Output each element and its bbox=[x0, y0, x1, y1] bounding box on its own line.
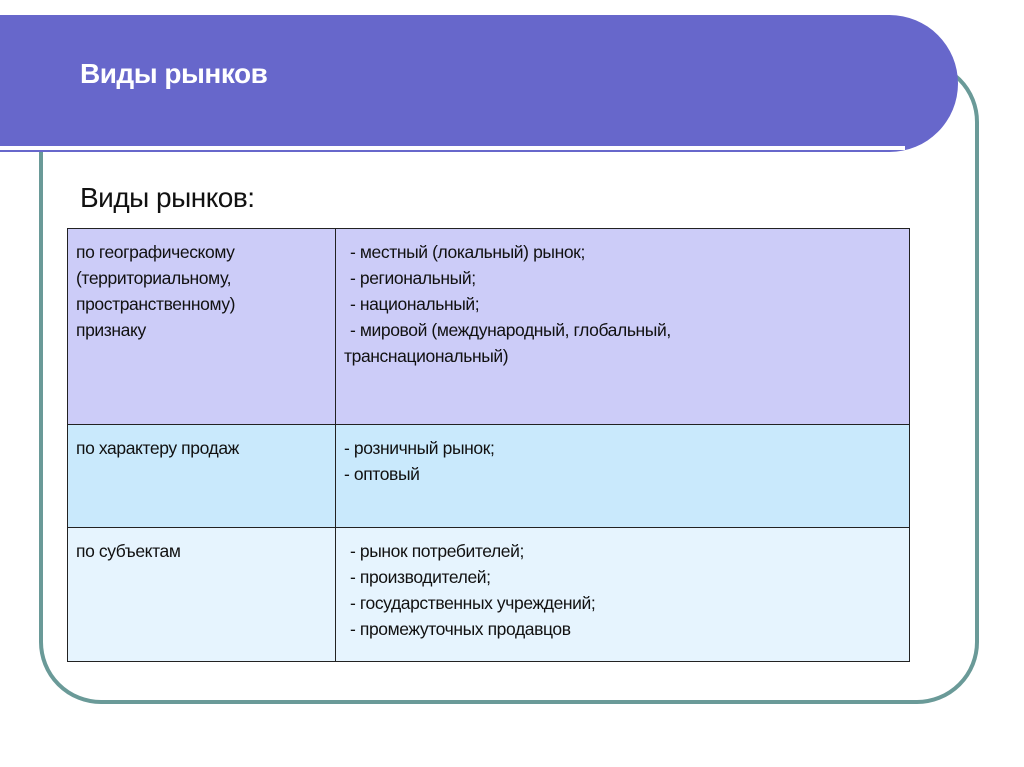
cell-line: - мировой (международный, глобальный, bbox=[350, 320, 671, 340]
cell-line: - розничный рынок; bbox=[344, 438, 495, 458]
cell-line: по характеру продаж bbox=[76, 438, 239, 458]
types-cell bbox=[336, 528, 910, 662]
slide-title: Виды рынков bbox=[80, 58, 268, 89]
cell-line: пространственному) bbox=[76, 294, 236, 314]
criterion-cell bbox=[68, 528, 336, 662]
types-cell bbox=[336, 229, 910, 425]
table-row bbox=[68, 425, 910, 528]
table-row bbox=[68, 229, 910, 425]
types-cell bbox=[336, 425, 910, 528]
slide-subtitle: Виды рынков: bbox=[80, 182, 255, 213]
table-row bbox=[68, 528, 910, 662]
cell-line: - национальный; bbox=[350, 294, 480, 314]
criterion-cell bbox=[68, 229, 336, 425]
cell-line: признаку bbox=[76, 320, 146, 340]
cell-line: транснациональный) bbox=[344, 346, 509, 366]
cell-line: - промежуточных продавцов bbox=[350, 619, 571, 639]
cell-line: - оптовый bbox=[344, 464, 420, 484]
market-types-table bbox=[67, 228, 910, 662]
title-underline bbox=[0, 146, 905, 150]
cell-line: по географическому bbox=[76, 242, 235, 262]
cell-line: (территориальному, bbox=[76, 268, 232, 288]
cell-line: - производителей; bbox=[350, 567, 491, 587]
criterion-cell bbox=[68, 425, 336, 528]
cell-line: - региональный; bbox=[350, 268, 476, 288]
cell-line: - рынок потребителей; bbox=[350, 541, 524, 561]
cell-line: по субъектам bbox=[76, 541, 181, 561]
cell-line: - местный (локальный) рынок; bbox=[350, 242, 585, 262]
cell-line: - государственных учреждений; bbox=[350, 593, 596, 613]
